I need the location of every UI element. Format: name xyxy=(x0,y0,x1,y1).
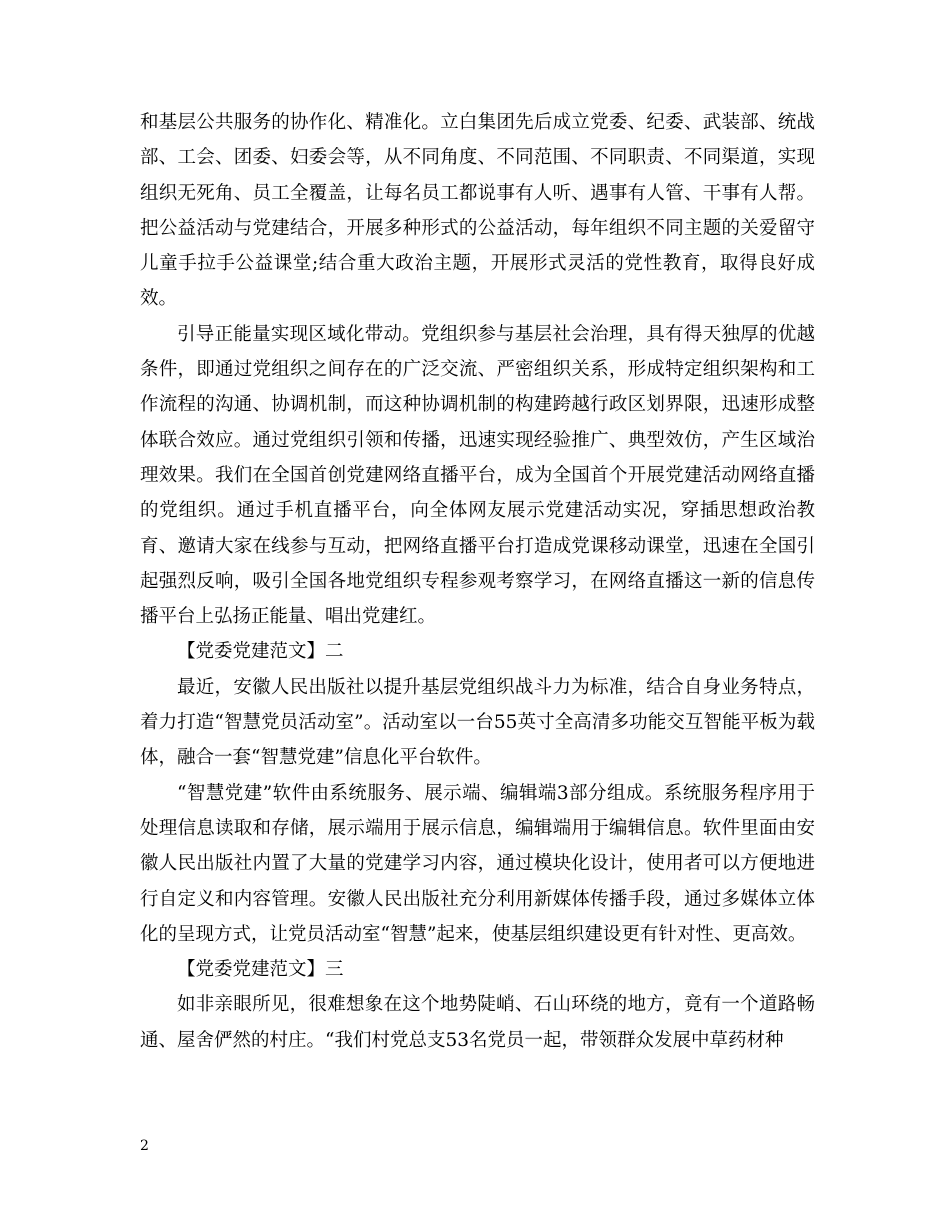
paragraph-smart-activity-room: 最近，安徽人民出版社以提升基层党组织战斗力为标准，结合自身业务特点，着力打造“智慧党员活动室”。活动室以一台55英寸全高清多功能交互智能平板为载体，融合一套“智慧党建”信息化平台软件。 xyxy=(140,676,815,769)
paragraph-village: 如非亲眼所见，很难想象在这个地势陡峭、石山环绕的地方，竟有一个道路畅通、屋舍俨然的村庄。“我们村党总支53名党员一起，带领群众发展中草药材种 xyxy=(140,994,815,1051)
paragraph-smart-party-software: “智慧党建”软件由系统服务、展示端、编辑端3部分组成。系统服务程序用于处理信息读取和存储，展示端用于展示信息，编辑端用于编辑信息。软件里面由安徽人民出版社内置了大量的党建学习内容，通过模块化设计，使用者可以方便地进行自定义和内容管理。安徽人民出版社充分利用新媒体传播手段，通过多媒体立体化的呈现方式，让党员活动室“智慧”起来，使基层组织建设更有针对性、更高效。 xyxy=(140,782,815,945)
page-number: 2 xyxy=(140,1138,149,1154)
section-heading-three: 【党委党建范文】三 xyxy=(177,959,344,981)
section-heading-two: 【党委党建范文】二 xyxy=(177,641,344,663)
document-body xyxy=(140,105,815,1058)
paragraph-continuation: 和基层公共服务的协作化、精准化。立白集团先后成立党委、纪委、武装部、统战部、工会、团委、妇委会等，从不同角度、不同范围、不同职责、不同渠道，实现组织无死角、员工全覆盖，让每名员工都说事有人听、遇事有人管、干事有人帮。把公益活动与党建结合，开展多种形式的公益活动，每年组织不同主题的关爱留守儿童手拉手公益课堂;结合重大政治主题，开展形式灵活的党性教育，取得良好成效。 xyxy=(140,112,815,310)
paragraph-regional-influence: 引导正能量实现区域化带动。党组织参与基层社会治理，具有得天独厚的优越条件，即通过党组织之间存在的广泛交流、严密组织关系，形成特定组织架构和工作流程的沟通、协调机制，而这种协调机制的构建跨越行政区划界限，迅速形成整体联合效应。通过党组织引领和传播，迅速实现经验推广、典型效仿，产生区域治理效果。我们在全国首创党建网络直播平台，成为全国首个开展党建活动网络直播的党组织。通过手机直播平台，向全体网友展示党建活动实况，穿插思想政治教育、邀请大家在线参与互动，把网络直播平台打造成党课移动课堂，迅速在全国引起强烈反响，吸引全国各地党组织专程参观考察学习，在网络直播这一新的信息传播平台上弘扬正能量、唱出党建红。 xyxy=(140,323,815,628)
